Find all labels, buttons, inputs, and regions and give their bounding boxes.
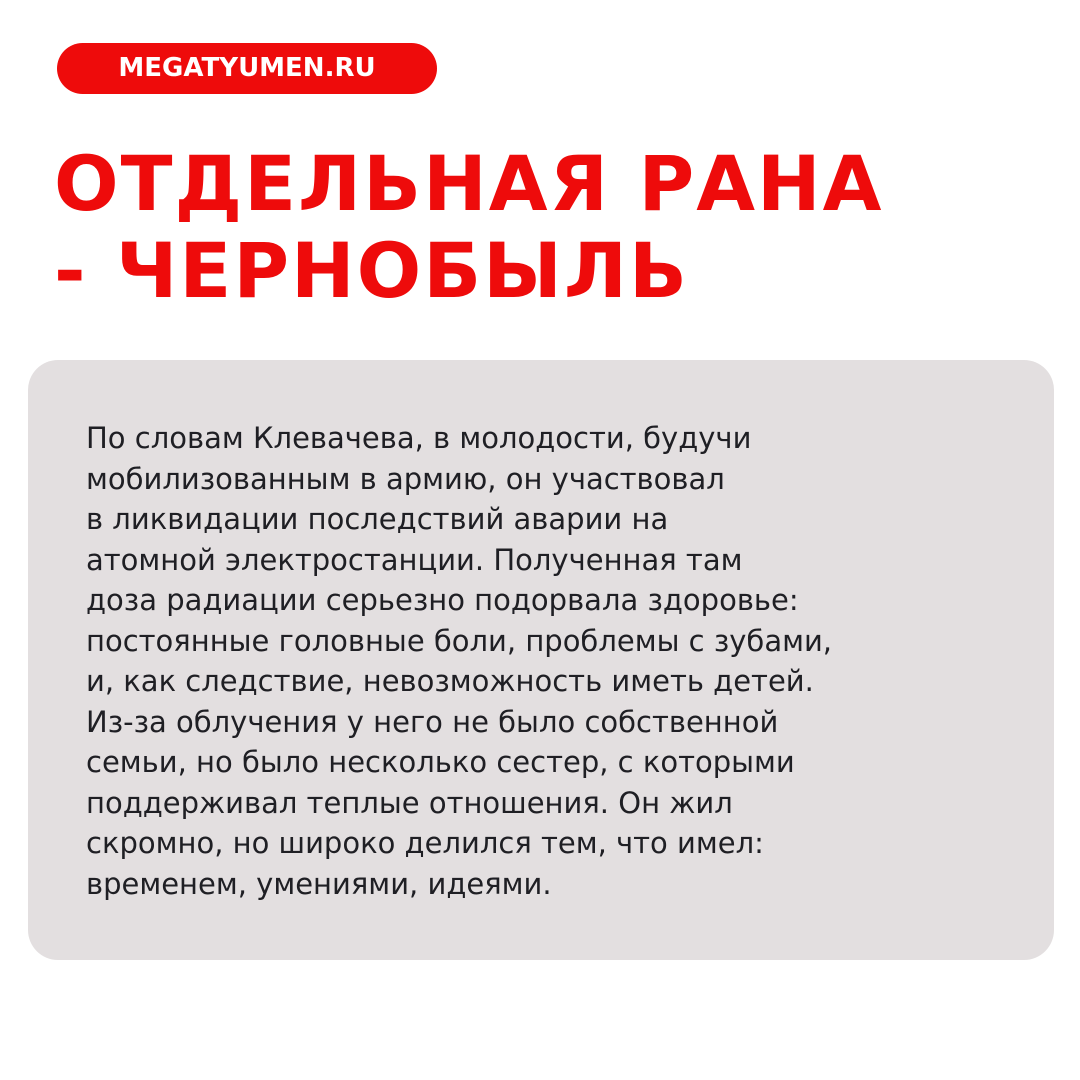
paragraph-line: поддерживал теплые отношения. Он жил: [86, 785, 733, 820]
paragraph-line: Из-за облучения у него не было собственной: [86, 704, 779, 739]
paragraph-line: и, как следствие, невозможность иметь детей.: [86, 664, 814, 698]
site-badge: MEGATYUMEN.RU: [57, 43, 437, 94]
headline: [54, 140, 1064, 314]
text-card: [28, 360, 1054, 960]
article-paragraph: [86, 418, 1016, 904]
paragraph-line: постоянные головные боли, проблемы с зубами,: [86, 623, 833, 658]
paragraph-line: в ликвидации последствий аварии на: [86, 502, 669, 536]
paragraph-line: мобилизованным в армию, он участвовал: [86, 461, 725, 496]
paragraph-line: временем, умениями, идеями.: [86, 866, 552, 901]
paragraph-line: скромно, но широко делился тем, что имел:: [86, 826, 764, 860]
paragraph-line: семьи, но было несколько сестер, с которыми: [86, 745, 795, 779]
paragraph-line: По словам Клевачева, в молодости, будучи: [86, 421, 752, 455]
paragraph-line: атомной электростанции. Полученная там: [86, 542, 743, 577]
headline-line: ОТДЕЛЬНАЯ РАНА: [54, 139, 884, 228]
headline-line: - ЧЕРНОБЫЛЬ: [54, 226, 689, 315]
paragraph-line: доза радиации серьезно подорвала здоровье:: [86, 583, 799, 617]
